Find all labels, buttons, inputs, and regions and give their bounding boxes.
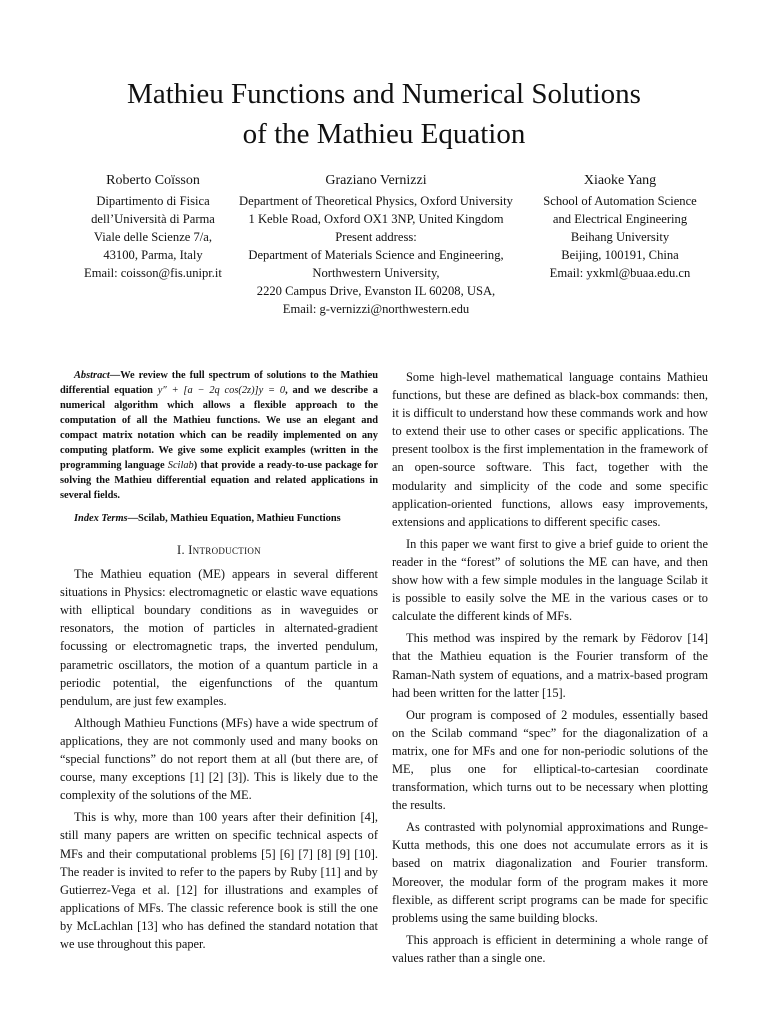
section-title: Introduction: [188, 543, 261, 557]
author-email: Email: g-vernizzi@northwestern.edu: [282, 302, 470, 316]
abstract: [60, 368, 378, 503]
index-terms: [60, 511, 378, 526]
affiliation-line: School of Automation Science: [543, 194, 697, 208]
paragraph: This method was inspired by the remark by Fëdorov [14] that the Mathieu equation is the Fourier transform of the Raman-Nath system of equations, and a matrix-based program had been written for the latter [15].: [392, 631, 708, 700]
affiliation-line: Present address:: [335, 230, 417, 244]
affiliation-line: Beihang University: [570, 230, 670, 244]
abstract-text: ) that provide a ready-to-use package for solving the Mathieu differential equation and related applications in several fields.: [60, 460, 379, 501]
section-heading-introduction: [60, 541, 378, 559]
paragraph: Although Mathieu Functions (MFs) have a wide spectrum of applications, they are not commonly used and many books on “special functions” do not report them at all (but there are, of course, many exceptions [1] [2] [3]). This is likely due to the complexity of the solutions of the ME.: [60, 715, 378, 803]
affiliation-line: Department of Materials Science and Engineering,: [248, 248, 504, 262]
affiliation-line: and Electrical Engineering: [552, 212, 688, 226]
author-vernizzi: [228, 170, 524, 318]
affiliation-line: 43100, Parma, Italy: [103, 248, 203, 262]
affiliation-line: dell’Università di Parma: [91, 212, 215, 226]
mathieu-equation: y″ + [a − 2q cos(2z)]y = 0: [157, 385, 286, 396]
affiliation-line: 1 Keble Road, Oxford OX1 3NP, United Kingdom: [248, 212, 504, 226]
scilab-term: Scilab: [167, 460, 194, 471]
section-numeral: I.: [177, 543, 189, 557]
paragraph: Our program is composed of 2 modules, essentially based on the Scilab command “spec” for the diagonalization of a matrix, one for MFs and one for non-periodic solutions of the ME, plus one for elliptical-to-cartesian coordinate transformation, which turns out to be necessary when plotting the results.: [392, 707, 708, 813]
paragraph: This approach is efficient in determining a whole range of values rather than a single one.: [392, 932, 708, 965]
abstract-label: Abstract: [74, 370, 110, 381]
author-email: Email: coisson@fis.unipr.it: [84, 266, 222, 280]
author-yang: [514, 170, 726, 282]
paragraph: The Mathieu equation (ME) appears in several different situations in Physics: electromagnetic or elastic wave equations with elliptical boundary conditions as in waveguides or resonators, the motion of particles in alternated-gradient focussing or electromagnetic traps, the inverted pendulum, parametric oscillators, the motion of a quantum particle in a periodic potential, the eigenfunctions of the quantum pendulum, are just few examples.: [60, 567, 378, 708]
affiliation-line: Viale delle Scienze 7/a,: [93, 230, 213, 244]
affiliation-line: Beijing, 100191, China: [561, 248, 679, 262]
affiliation-line: Department of Theoretical Physics, Oxford University: [239, 194, 513, 208]
abstract-text: , and we describe a numerical algorithm which allows a flexible approach to the computation of all the Mathieu functions. We use an elegant and compact matrix notation which can be readily implemented on any computing platform. We give some explicit examples (written in the programming language: [60, 385, 378, 471]
paragraph: Some high-level mathematical language contains Mathieu functions, but these are defined as black-box commands: then, it is difficult to understand how these commands work and how to extend their use to other cases or specific applications. The present toolbox is the first implementation in the framework of an open-source software. This fact, together with the modularity and simplicity of the code and some specific application-oriented functions, allows easy improvements, extensions and applications to different specific cases.: [392, 370, 708, 529]
right-column: [392, 368, 708, 971]
abstract-dash: —: [109, 370, 121, 381]
author-coisson: [60, 170, 246, 282]
index-terms-dash: —: [127, 513, 138, 524]
title-line-2: of the Mathieu Equation: [242, 118, 526, 150]
paragraph: In this paper we want first to give a brief guide to orient the reader in the “forest” of solutions the ME can have, and then show how with a few simple modules in the language Scilab it is possible to easily solve the ME in the various cases or to calculate the different kinds of MFs.: [392, 536, 708, 624]
affiliation-line: Dipartimento di Fisica: [96, 194, 210, 208]
author-name: Xiaoke Yang: [583, 173, 657, 188]
title-line-1: Mathieu Functions and Numerical Solutions: [127, 78, 641, 110]
author-name: Roberto Coïsson: [106, 173, 200, 188]
author-email: Email: yxkml@buaa.edu.cn: [549, 266, 691, 280]
paper-title: [60, 74, 708, 154]
left-column: [60, 368, 378, 957]
index-terms-text: Scilab, Mathieu Equation, Mathieu Functions: [138, 513, 341, 524]
index-terms-label: Index Terms: [74, 513, 128, 524]
affiliation-line: Northwestern University,: [312, 266, 440, 280]
paragraph: As contrasted with polynomial approximations and Runge-Kutta methods, this one does not accumulate errors as it is based on matrix diagonalization and Fourier transform. Moreover, the modular form of the program makes it more flexible, as different script programs can be made for specific problems using the same building blocks.: [392, 820, 708, 925]
abstract-text: We review the full spectrum of solutions to the Mathieu differential equation: [60, 370, 378, 396]
affiliation-line: 2220 Campus Drive, Evanston IL 60208, USA,: [256, 284, 496, 298]
paragraph: This is why, more than 100 years after their definition [4], still many papers are written on specific technical aspects of MFs and their computational problems [5] [6] [7] [8] [9] [10]. The reader is invited to refer to the papers by Ruby [11] and by Gutierrez-Vega et al. [12] for illustrations and examples of applications of MFs. The classic reference book is still the one by McLachlan [13] who has defined the standard notation that we use throughout this paper.: [60, 810, 378, 951]
author-name: Graziano Vernizzi: [325, 173, 427, 188]
